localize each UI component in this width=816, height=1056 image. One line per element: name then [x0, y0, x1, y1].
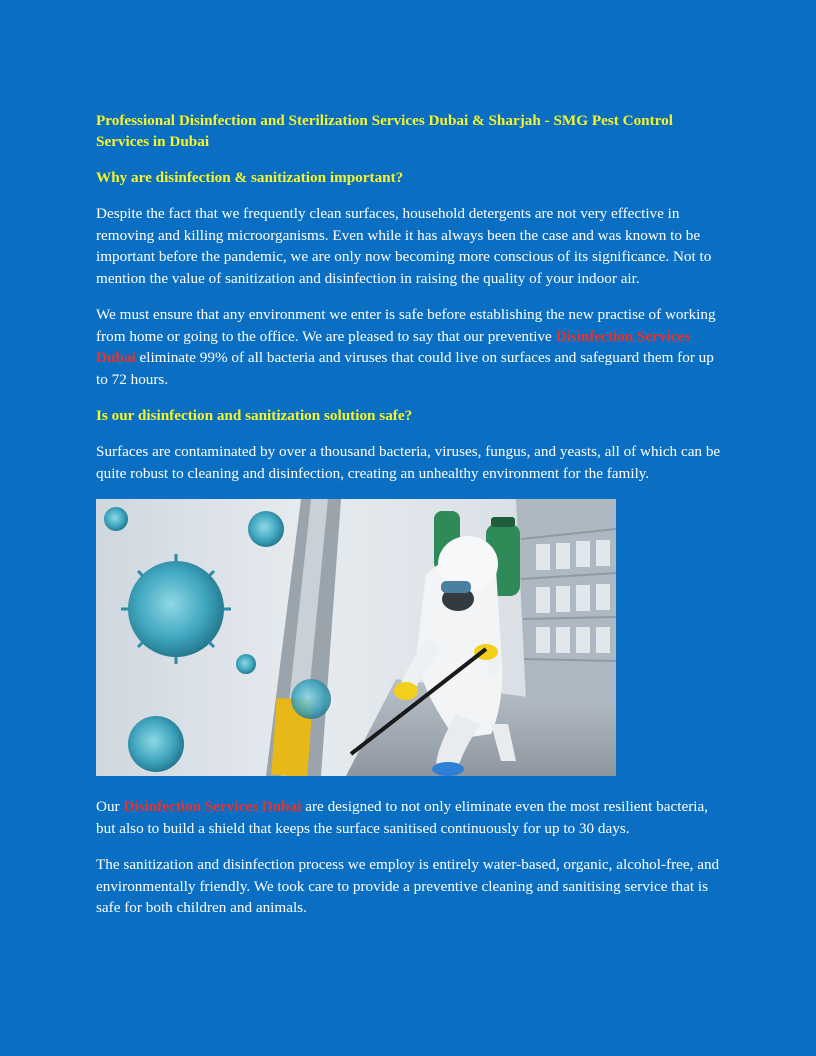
paragraph-preventive — [96, 304, 722, 390]
paragraph-water-based: The sanitization and disinfection process we employ is entirely water-based, organic, alcohol-free, and environmentally friendly. We took care to provide a preventive cleaning and sanitising service that is safe for both children and animals. — [96, 856, 720, 916]
paragraph-designed-text-1: Our — [96, 798, 124, 815]
disinfection-services-link-1[interactable]: Disinfection Services Dubai — [96, 327, 691, 366]
paragraph-designed-text-2: are designed to not only eliminate even the most resilient bacteria, but also to build a shield that keeps the surface sanitised continuously for up to 30 days. — [96, 798, 709, 837]
disinfection-worker-photo — [96, 499, 616, 776]
disinfection-services-link-2[interactable]: Disinfection Services Dubai — [123, 798, 302, 815]
document-title: Professional Disinfection and Sterilization Services Dubai & Sharjah - SMG Pest Control Services in Dubai — [96, 112, 673, 150]
paragraph-preventive-text-1: We must ensure that any environment we enter is safe before establishing the new practise of working from home or going to the office. We are pleased to say that our preventive — [96, 306, 716, 345]
paragraph-contaminated: Surfaces are contaminated by over a thousand bacteria, viruses, fungus, and yeasts, all of which can be quite robust to cleaning and disinfection, creating an unhealthy environment for the family. — [96, 443, 721, 482]
document-content — [96, 110, 722, 934]
paragraph-detergents: Despite the fact that we frequently clean surfaces, household detergents are not very effective in removing and killing microorganisms. Even while it has always been the case and was known to be important before the pandemic, we are only now becoming more conscious of its significance. Not to mention the value of sanitization and disinfection in raising the quality of your indoor air. — [96, 205, 712, 287]
paragraph-preventive-text-2: eliminate 99% of all bacteria and viruses that could live on surfaces and safeguard them for up to 72 hours. — [96, 349, 714, 388]
heading-solution-safe: Is our disinfection and sanitization solution safe? — [96, 407, 413, 424]
paragraph-designed — [96, 796, 722, 839]
heading-why-important: Why are disinfection & sanitization important? — [96, 169, 404, 186]
